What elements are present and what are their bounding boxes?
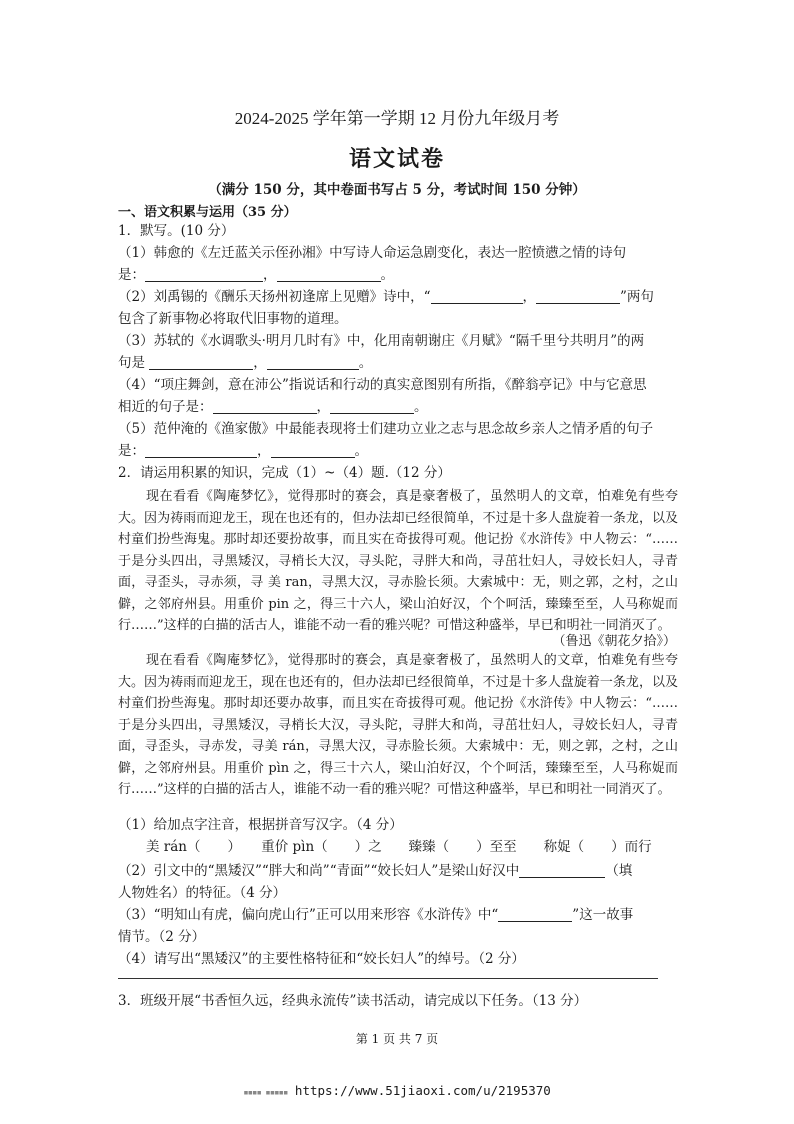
q2-sub3-line1 [118,904,633,926]
answer-blank[interactable] [498,907,572,922]
q1-part3-sep: ， [253,355,267,371]
q1-part3-line1: （3）苏轼的《水调歌头·明月几时有》中，化用南朝谢庄《月赋》“隔千里兮共明月”的两 [118,333,645,349]
answer-blank[interactable] [213,399,317,414]
answer-blank[interactable] [145,443,257,458]
q1-part3-line2 [118,352,372,374]
q1-heading: 1．默写。(10 分） [118,223,235,239]
q1-part1-line1: （1）韩愈的《左迁蓝关示侄孙湘》中写诗人命运急剧变化，表达一腔愤懑之情的诗句 [118,245,627,261]
q1-part3-end: 。 [358,355,373,371]
q2-sub3-prefix: （3）“明知山有虎，偏向虎山行”正可以用来形容《水浒传》中“ [118,907,499,923]
answer-blank[interactable] [267,355,359,370]
answer-blank[interactable] [145,267,263,282]
q1-part5-sep: ， [257,443,271,459]
q3-heading: 3．班级开展“书香恒久远，经典永流传”读书活动，请完成以下任务。（13 分） [118,993,588,1009]
source-url[interactable] [0,1083,794,1098]
q1-part2-line1 [118,286,654,308]
q1-part2-prefix: （2）刘禹锡的《酬乐天扬州初逢席上见赠》诗中，“ [118,289,431,305]
q2-source: （鲁迅《朝花夕拾》） [552,634,676,649]
answer-blank[interactable] [431,289,523,304]
answer-blank[interactable] [271,443,355,458]
section-heading: 一、语文积累与运用（35 分） [118,205,297,220]
q2-sub2-line2: 人物姓名）的特征。（4 分） [118,885,287,901]
q1-part1-sep: ， [263,267,277,283]
answer-blank[interactable] [277,267,381,282]
q2-passage-1: 现在看看《陶庵梦忆》，觉得那时的赛会，真是豪奢极了，虽然明人的文章，怕难免有些夸大。因为祷雨而迎龙王，现在也还有的，但办法却已经很简单，不过是十多人盘旋着一条龙，以及村童们扮些海鬼。那时却还要扮故事，而且实在奇拔得可观。他记扮《水浒传》中人物云：“……于是分头四出，寻黑矮汉，寻梢长大汉，寻头陀，寻胖大和尚，寻茁壮妇人，寻姣长妇人，寻青面，寻歪头，寻赤须，寻 美 ran，寻黑大汉，寻赤脸长须。大索城中：无，则之郭，之村，之山僻，之邻府州县。用重价 pin 之，得三十六人，梁山泊好汉，个个呵活，臻臻至至，人马称娖而行……”这样的白描的活古人，谁能不动一看的雅兴呢？可惜这种盛举，早已和明社一同消灭了。 [118,489,678,633]
q1-part5-end: 。 [354,443,368,459]
q1-part5-line1: （5）范仲淹的《渔家傲》中最能表现将士们建功立业之志与思念故乡亲人之情矛盾的句子 [118,421,654,437]
answer-blank[interactable] [536,289,620,304]
url-prefix-mark: ▪▪▪▪ ▪▪▪▪▪ [243,1088,288,1098]
q1-part1-line2 [118,264,394,286]
q2-sub2-end: （填 [605,863,633,879]
url-text[interactable]: https://www.51jiaoxi.com/u/2195370 [294,1083,551,1098]
q1-part4-line1: （4）“项庄舞剑，意在沛公”指说话和行动的真实意图别有所指，《醉翁亭记》中与它意思 [118,377,647,393]
q1-part4-end: 。 [414,399,428,415]
q1-part4-prefix: 相近的句子是： [118,399,213,415]
q1-part3-prefix: 句是 [118,355,150,371]
exam-title: 语文试卷 [348,146,445,172]
q1-part2-line2: 包含了新事物必将取代旧事物的道理。 [118,311,348,327]
q1-part4-line2 [118,396,428,418]
q2-sub1-items: 美 rán（ ） 重价 pìn（ ）之 臻臻（ ）至至 称娖（ ）而行 [146,839,652,855]
q2-sub3-line2: 情节。（2 分） [118,929,206,945]
q1-part5-prefix: 是： [118,443,145,459]
page-number: 第 1 页 共 7 页 [355,1032,439,1046]
q2-sub2-line1 [118,860,632,882]
q2-passage-2: 现在看看《陶庵梦忆》，觉得那时的赛会，真是豪奢极了，虽然明人的文章，怕难免有些夸大。因为祷雨而迎龙王，现在也还有的，但办法却已经很简单，不过是十多人盘旋着一条龙，以及村童们扮些海鬼。那时却还要办故事，而且实在奇拔得可观。他记扮《水浒传》中人物云：“……于是分头四出，寻黑矮汉，寻梢长大汉，寻头陀，寻胖大和尚，寻茁壮妇人，寻姣长妇人，寻青面，寻歪头，寻赤发，寻美 rán，寻黑大汉，寻赤脸长须。大索城中：无，则之郭，之村，之山僻，之邻府州县。用重价 pìn 之，得三十六人，梁山泊好汉，个个呵活，臻臻至至，人马称娖而行……”这样的白描的活古人，谁能不动一看的雅兴呢？可惜这种盛举，早已和明社一同消灭了。 [118,653,678,797]
exam-note: （满分 150 分，其中卷面书写占 5 分，考试时间 150 分钟） [208,182,586,198]
q2-sub1-heading: （1）给加点字注音，根据拼音写汉字。（4 分） [118,817,403,833]
q1-part1-prefix: 是： [118,267,145,283]
q1-part2-end: ”两句 [620,289,654,305]
q1-part5-line2 [118,440,368,462]
answer-line[interactable] [118,978,658,979]
q1-part2-sep: ， [522,289,536,305]
answer-blank[interactable] [149,355,253,370]
answer-blank[interactable] [519,863,605,878]
q1-part1-end: 。 [380,267,394,283]
q2-heading: 2．请运用积累的知识，完成（1）~（4）题.（12 分） [118,465,451,481]
q2-sub2-prefix: （2）引文中的“黑矮汉”“胖大和尚”“青面”“姣长妇人”是梁山好汉中 [118,863,520,879]
answer-blank[interactable] [330,399,414,414]
q1-part4-sep: ， [316,399,330,415]
q2-sub3-end: ”这一故事 [572,907,634,923]
q2-sub4: （4）请写出“黑矮汉”的主要性格特征和“姣长妇人”的绰号。（2 分） [118,951,525,967]
exam-subtitle: 2024-2025 学年第一学期 12 月份九年级月考 [234,109,560,128]
